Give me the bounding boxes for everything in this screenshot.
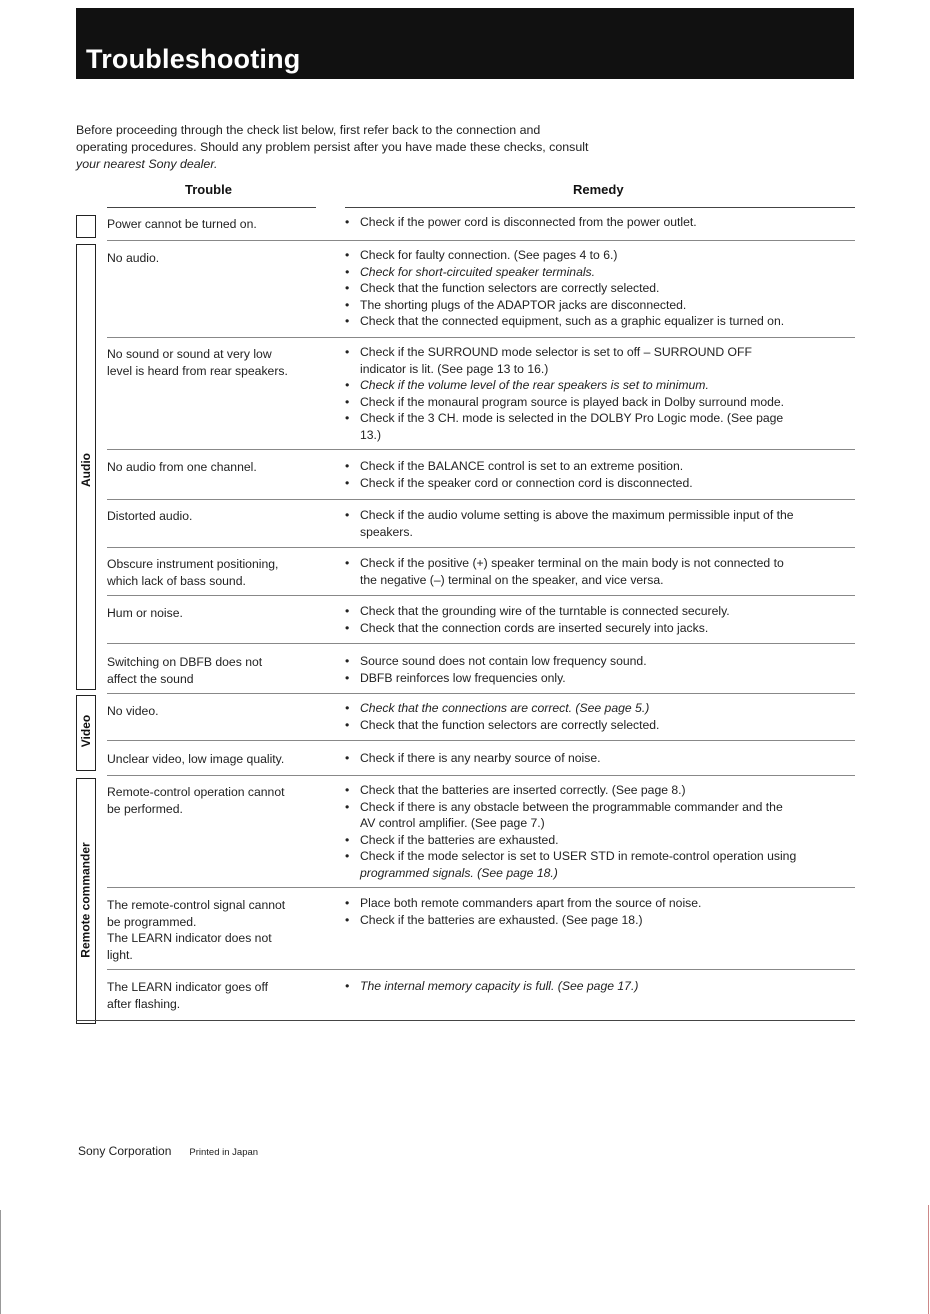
title-bar [76, 8, 854, 79]
scan-edge [0, 1210, 1, 1314]
row-divider [107, 643, 855, 644]
remedy-item: • Check that the batteries are inserted correctly. (See page 8.) • Check if there is any obstacle between the programmable commander and the AV control amplifier. (See page 7.) • Check if the batteries are exhausted. • Check if the mode selector is set to USER STD in remote-control operation using programmed signals. (See page 18.) [345, 782, 855, 881]
remedy-item: • Check if there is any nearby source of noise. [345, 750, 855, 767]
trouble-item: Remote-control operation cannot be performed. [107, 785, 285, 816]
trouble-item: The remote-control signal cannot be programmed. The LEARN indicator does not light. [107, 898, 286, 962]
row-divider [107, 693, 855, 694]
row-divider [107, 449, 855, 450]
trouble-item: Unclear video, low image quality. [107, 752, 285, 766]
row-divider [107, 337, 855, 338]
remedy-item: • Check that the connections are correct. (See page 5.) • Check that the function selectors are correctly selected. [345, 700, 855, 733]
trouble-item: Switching on DBFB does not affect the sound [107, 655, 263, 686]
table-bottom-rule [76, 1020, 855, 1021]
header-rule-trouble [107, 207, 316, 208]
remedy-item: • The internal memory capacity is full. (See page 17.) [345, 978, 855, 995]
footer [78, 1144, 258, 1158]
row-divider [107, 887, 855, 888]
remedy-item: • Check that the grounding wire of the turntable is connected securely. • Check that the connection cords are inserted securely into jacks. [345, 603, 855, 636]
category-label-audio: Audio [79, 453, 93, 487]
trouble-item: Hum or noise. [107, 606, 183, 620]
row-divider [107, 547, 855, 548]
category-label-remote: Remote commander [79, 842, 93, 958]
footer-printed: Printed in Japan [189, 1147, 259, 1158]
trouble-item: No audio. [107, 251, 160, 265]
category-box-power [76, 215, 96, 238]
remedy-item: • Place both remote commanders apart from the source of noise. • Check if the batteries are exhausted. (See page 18.) [345, 895, 855, 928]
remedy-item: • Check if the audio volume setting is above the maximum permissible input of the speakers. [345, 507, 855, 540]
trouble-item: Distorted audio. [107, 509, 193, 523]
trouble-item: The LEARN indicator goes off after flashing. [107, 980, 269, 1011]
footer-company: Sony Corporation [78, 1144, 172, 1158]
page-title: Troubleshooting [86, 44, 301, 74]
row-divider [107, 969, 855, 970]
trouble-item: No audio from one channel. [107, 460, 257, 474]
row-divider [107, 240, 855, 241]
scan-edge [928, 1205, 929, 1314]
intro-line: operating procedures. Should any problem persist after you have made these checks, consult [76, 140, 589, 154]
remedy-item: • Check if the SURROUND mode selector is set to off – SURROUND OFF indicator is lit. (See page 13 to 16.) • Check if the volume level of the rear speakers is set to minimum. • Check if the monaural program source is played back in Dolby surround mode. • Check if the 3 CH. mode is selected in the DOLBY Pro Logic mode. (See page 13.) [345, 344, 855, 443]
row-divider [107, 595, 855, 596]
row-divider [107, 775, 855, 776]
remedy-item: • Check for faulty connection. (See pages 4 to 6.) • Check for short-circuited speaker terminals. • Check that the function selectors are correctly selected. • The shorting plugs of the ADAPTOR jacks are disconnected. • Check that the connected equipment, such as a graphic equalizer is turned on. [345, 247, 855, 330]
row-divider [107, 740, 855, 741]
intro-line: Before proceeding through the check list below, first refer back to the connection and [76, 123, 541, 137]
trouble-item: No sound or sound at very low level is heard from rear speakers. [107, 347, 288, 378]
column-header-trouble: Trouble [185, 182, 232, 197]
column-header-remedy: Remedy [573, 182, 624, 197]
intro-paragraph [76, 122, 716, 173]
category-label-video: Video [79, 714, 93, 748]
trouble-item: No video. [107, 704, 159, 718]
trouble-item: Obscure instrument positioning, which lack of bass sound. [107, 557, 279, 588]
remedy-item: • Check if the power cord is disconnected from the power outlet. [345, 214, 855, 231]
row-divider [107, 499, 855, 500]
remedy-item: • Check if the BALANCE control is set to an extreme position. • Check if the speaker cord or connection cord is disconnected. [345, 458, 855, 491]
remedy-item: • Check if the positive (+) speaker terminal on the main body is not connected to the negative (–) terminal on the speaker, and vice versa. [345, 555, 855, 588]
intro-line: your nearest Sony dealer. [76, 157, 218, 171]
remedy-item: • Source sound does not contain low frequency sound. • DBFB reinforces low frequencies only. [345, 653, 855, 686]
header-rule-remedy [345, 207, 855, 208]
trouble-item: Power cannot be turned on. [107, 217, 257, 231]
